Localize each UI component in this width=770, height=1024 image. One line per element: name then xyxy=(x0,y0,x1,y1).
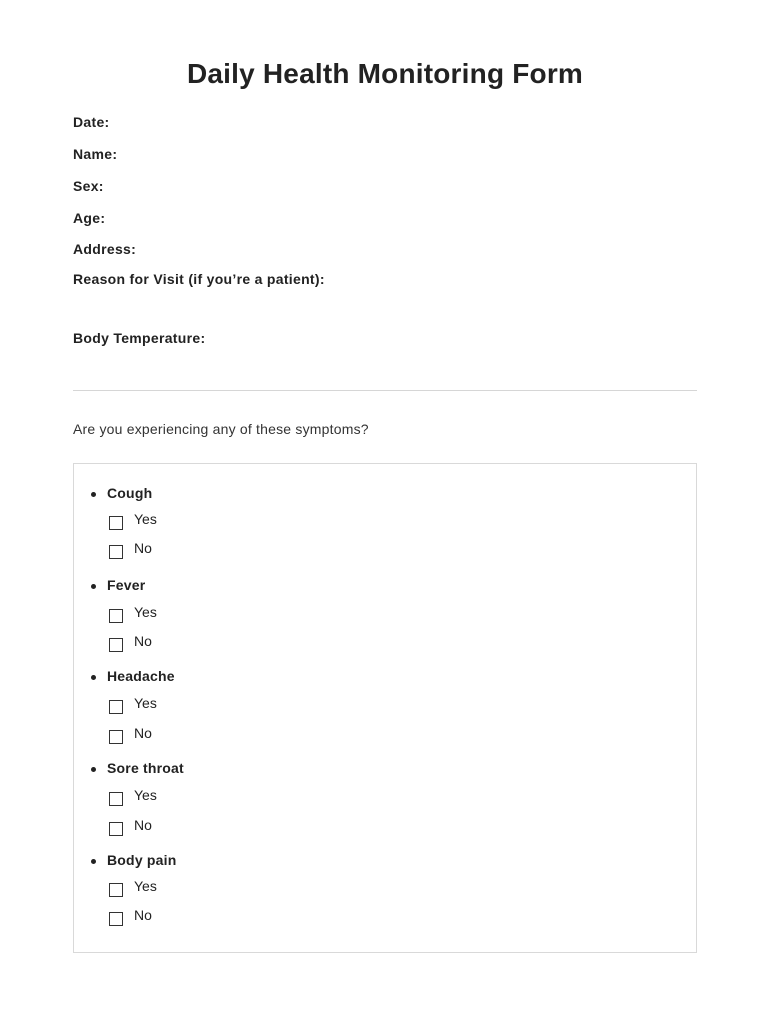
bullet-icon xyxy=(91,767,96,772)
body-temperature-label: Body Temperature: xyxy=(73,330,206,346)
name-field-label: Name: xyxy=(73,146,118,162)
checkbox-icon[interactable] xyxy=(109,638,123,652)
option-label: Yes xyxy=(134,695,157,711)
section-divider xyxy=(73,390,697,391)
option-label: Yes xyxy=(134,878,157,894)
checkbox-icon[interactable] xyxy=(109,883,123,897)
checkbox-icon[interactable] xyxy=(109,730,123,744)
date-field-label: Date: xyxy=(73,114,110,130)
checkbox-icon[interactable] xyxy=(109,912,123,926)
bullet-icon xyxy=(91,584,96,589)
checkbox-icon[interactable] xyxy=(109,609,123,623)
age-field-label: Age: xyxy=(73,210,106,226)
checkbox-icon[interactable] xyxy=(109,792,123,806)
option-label: Yes xyxy=(134,787,157,803)
option-label: No xyxy=(134,817,152,833)
form-title: Daily Health Monitoring Form xyxy=(186,58,584,89)
symptom-label-headache: Headache xyxy=(107,668,175,684)
checkbox-icon[interactable] xyxy=(109,700,123,714)
reason-for-visit-label: Reason for Visit (if you’re a patient): xyxy=(73,271,325,287)
checkbox-icon[interactable] xyxy=(109,822,123,836)
bullet-icon xyxy=(91,675,96,680)
symptom-label-sore-throat: Sore throat xyxy=(107,760,184,776)
sex-field-label: Sex: xyxy=(73,178,104,194)
symptom-label-body-pain: Body pain xyxy=(107,852,177,868)
symptoms-box xyxy=(73,463,697,953)
option-label: No xyxy=(134,633,152,649)
checkbox-icon[interactable] xyxy=(109,545,123,559)
option-label: No xyxy=(134,725,152,741)
option-label: No xyxy=(134,907,152,923)
symptom-label-fever: Fever xyxy=(107,577,146,593)
symptoms-question: Are you experiencing any of these symptoms? xyxy=(73,421,369,437)
symptom-label-cough: Cough xyxy=(107,485,153,501)
bullet-icon xyxy=(91,859,96,864)
option-label: No xyxy=(134,540,152,556)
address-field-label: Address: xyxy=(73,241,137,257)
bullet-icon xyxy=(91,492,96,497)
option-label: Yes xyxy=(134,511,157,527)
option-label: Yes xyxy=(134,604,157,620)
checkbox-icon[interactable] xyxy=(109,516,123,530)
